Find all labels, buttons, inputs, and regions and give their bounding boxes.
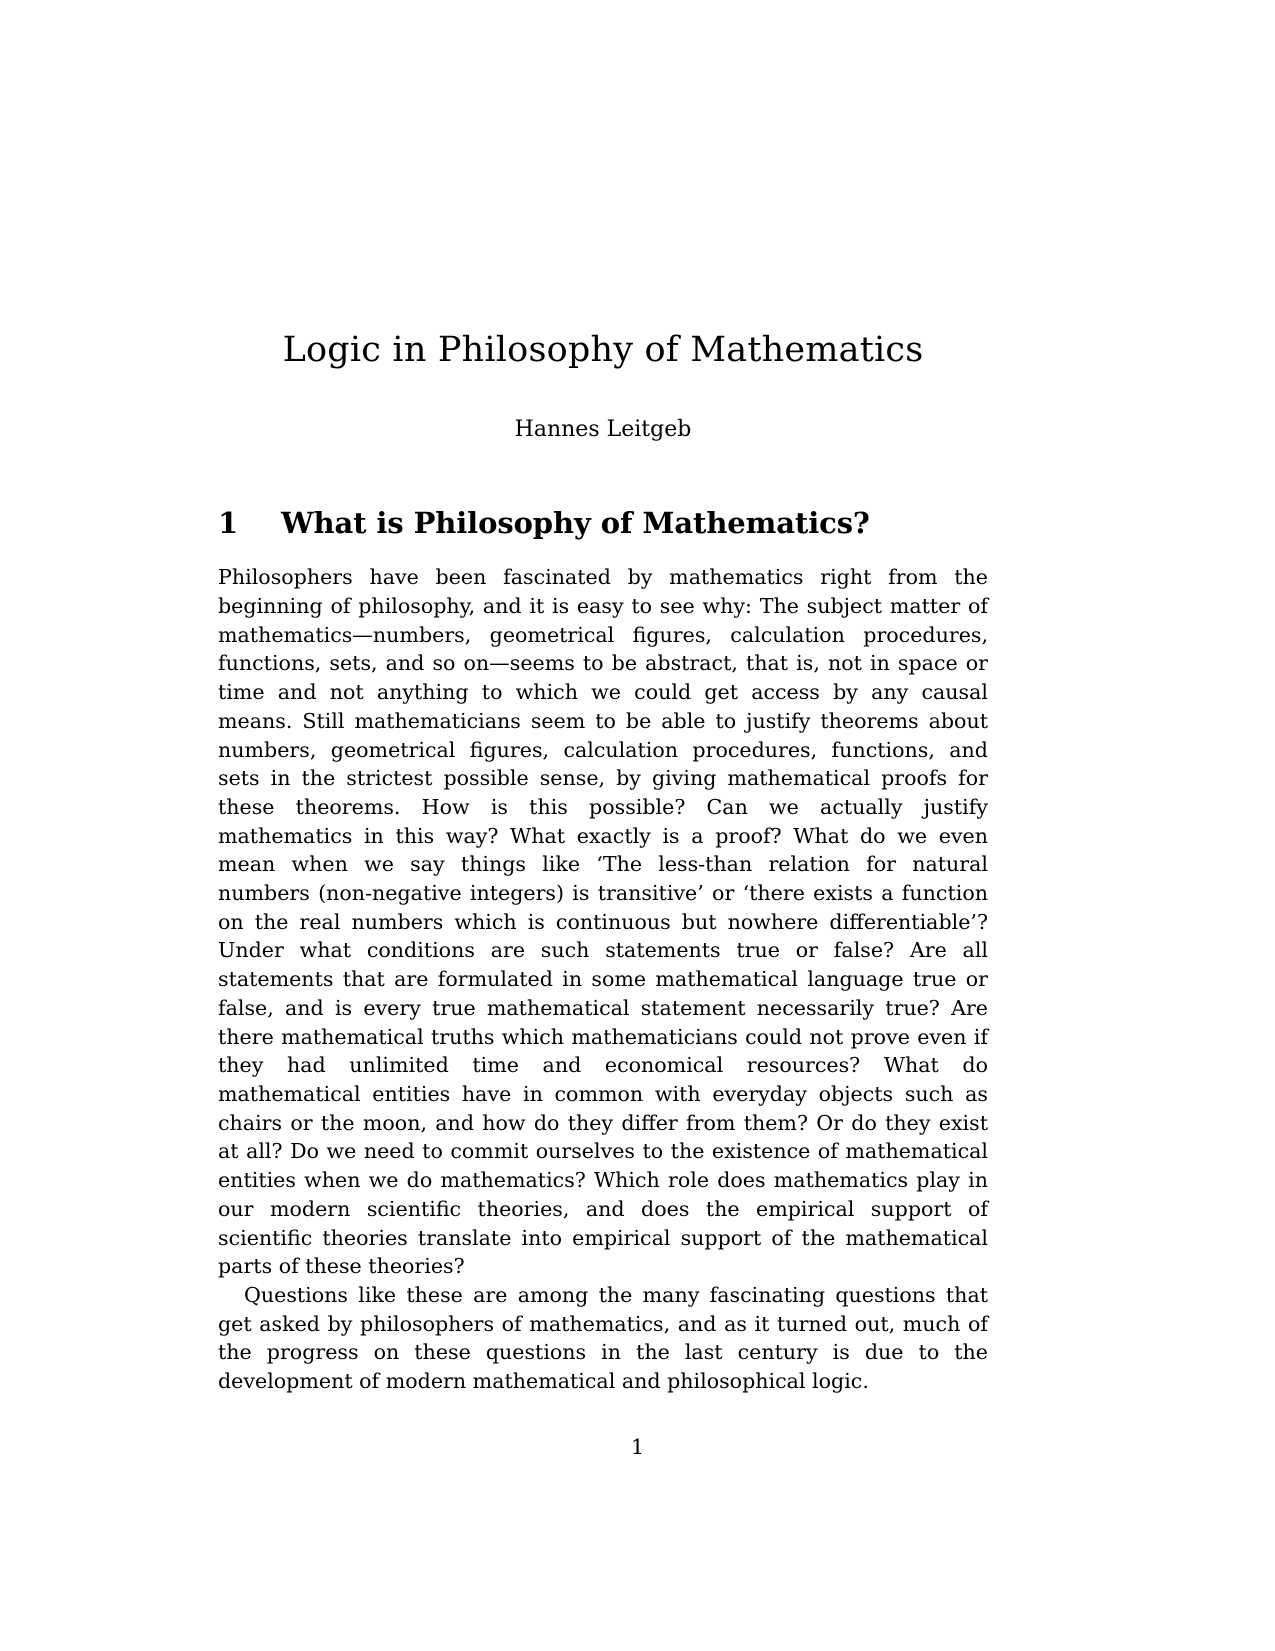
body-paragraph-1: Philosophers have been fascinated by mathematics right from the beginning of philosophy, and it is easy to see why: The subject matter of mathematics—numbers, geometrical figures, calculation procedures, functions, sets, and so on—seems to be abstract, that is, not in space or time and not anything to which we could get access by any causal means. Still mathematicians seem to be able to justify theorems about numbers, geometrical figures, calculation procedures, functions, and sets in the strictest possible sense, by giving mathematical proofs for these theorems. How is this possible? Can we actually justify mathematics in this way? What exactly is a proof? What do we even mean when we say things like ‘The less-than relation for natural numbers (non-negative integers) is transitive’ or ‘there exists a function on the real numbers which is continuous but nowhere differentiable’? Under what conditions are such statements true or false? Are all statements that are formulated in some mathematical language true or false, and is every true mathematical statement necessarily true? Are there mathematical truths which mathematicians could not prove even if they had unlimited time and economical resources? What do mathematical entities have in common with everyday objects such as chairs or the moon, and how do they differ from them? Or do they exist at all? Do we need to commit ourselves to the existence of mathematical entities when we do mathematics? Which role does mathematics play in our modern scientific theories, and does the empirical support of scientific theories translate into empirical support of the mathematical parts of these theories?: [218, 565, 988, 1279]
section-title: What is Philosophy of Mathematics?: [281, 505, 870, 540]
author-name: Hannes Leitgeb: [514, 417, 692, 443]
section-number: 1: [218, 505, 239, 540]
page-content: [218, 0, 988, 1396]
body-paragraph-2: Questions like these are among the many fascinating questions that get asked by philosophers of mathematics, and as it turned out, much of the progress on these questions in the last century is due to the development of modern mathematical and philosophical logic.: [218, 1282, 988, 1394]
page-number: 1: [630, 1435, 645, 1459]
page-title: Logic in Philosophy of Mathematics: [282, 330, 924, 370]
section-heading: [218, 443, 988, 541]
